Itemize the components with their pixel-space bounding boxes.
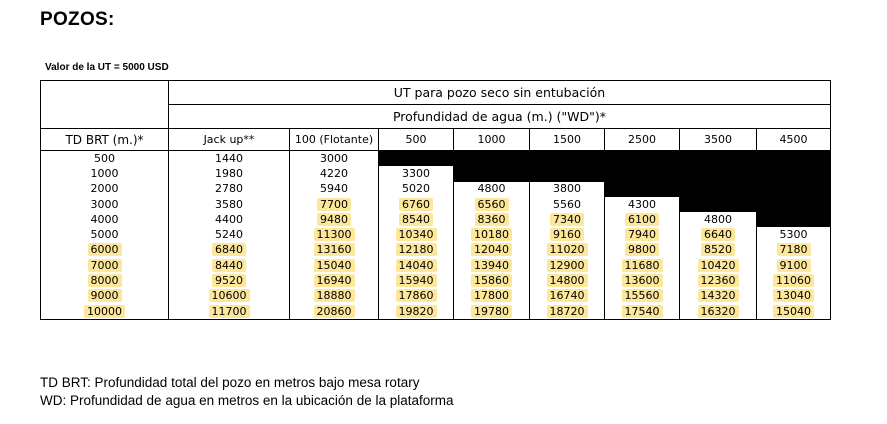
ut-cell — [757, 304, 831, 320]
ut-cell — [169, 197, 290, 212]
table-row — [41, 273, 831, 288]
td-brt-cell — [41, 197, 169, 212]
cell-value: 13160 — [314, 243, 355, 256]
ut-cell — [379, 182, 454, 197]
cell-value: 16940 — [314, 274, 355, 287]
ut-table — [40, 80, 831, 320]
column-header-row — [41, 129, 831, 151]
cell-value: 10180 — [471, 228, 512, 241]
cell-value: 4800 — [477, 182, 506, 196]
cell-value: 10420 — [698, 259, 739, 272]
cell-value: 3000 — [320, 151, 348, 165]
table-row — [41, 197, 831, 212]
ut-cell — [169, 243, 290, 258]
td-brt-cell — [41, 151, 169, 167]
cell-value: 14040 — [396, 259, 437, 272]
cell-value: 8440 — [212, 259, 246, 272]
cell-value: 5560 — [553, 197, 581, 211]
ut-cell — [454, 227, 530, 242]
ut-cell — [169, 182, 290, 197]
ut-cell — [290, 243, 379, 258]
blocked-cell — [605, 151, 680, 167]
cell-value: 8000 — [88, 274, 122, 287]
cell-value: 3000 — [90, 197, 119, 211]
ut-cell — [379, 304, 454, 320]
cell-value: 14800 — [547, 274, 588, 287]
cell-value: 2000 — [90, 182, 119, 196]
cell-value: 7000 — [88, 259, 122, 272]
cell-value: 3800 — [553, 182, 581, 196]
ut-cell — [169, 212, 290, 227]
column-header-3500: 3500 — [680, 129, 757, 151]
table-row — [41, 212, 831, 227]
cell-value: 15860 — [471, 274, 512, 287]
ut-cell — [454, 243, 530, 258]
cell-value: 11700 — [209, 305, 250, 318]
cell-value: 12360 — [698, 274, 739, 287]
ut-cell — [169, 273, 290, 288]
ut-cell — [530, 182, 605, 197]
footnote-wd: WD: Profundidad de agua en metros en la ubicación de la plataforma — [40, 393, 454, 408]
ut-cell — [530, 289, 605, 304]
cell-value: 13040 — [773, 289, 814, 302]
ut-cell — [605, 243, 680, 258]
cell-value: 10340 — [396, 228, 437, 241]
ut-cell — [757, 273, 831, 288]
blocked-cell — [757, 151, 831, 167]
ut-cell — [454, 182, 530, 197]
cell-value: 11300 — [314, 228, 355, 241]
td-brt-cell — [41, 227, 169, 242]
ut-cell — [757, 243, 831, 258]
column-header-jack-up: Jack up** — [169, 129, 290, 151]
cell-value: 6760 — [399, 198, 433, 211]
cell-value: 7940 — [625, 228, 659, 241]
td-brt-cell — [41, 258, 169, 273]
cell-value: 1000 — [90, 166, 119, 180]
blocked-cell — [454, 166, 530, 181]
ut-value-label: Valor de la UT = 5000 USD — [45, 62, 169, 73]
cell-value: 4000 — [90, 212, 119, 226]
cell-value: 11020 — [547, 243, 588, 256]
blocked-cell — [379, 151, 454, 167]
td-brt-cell — [41, 182, 169, 197]
ut-cell — [680, 212, 757, 227]
ut-cell — [379, 197, 454, 212]
ut-cell — [169, 304, 290, 320]
cell-value: 7700 — [317, 198, 351, 211]
blocked-cell — [530, 166, 605, 181]
ut-cell — [680, 273, 757, 288]
column-header-td-brt: TD BRT (m.)* — [41, 129, 169, 151]
ut-cell — [605, 212, 680, 227]
td-brt-cell — [41, 166, 169, 181]
ut-cell — [530, 273, 605, 288]
header-blank-cell — [41, 81, 169, 105]
ut-cell — [454, 273, 530, 288]
cell-value: 16320 — [698, 305, 739, 318]
blocked-cell — [757, 182, 831, 197]
cell-value: 9160 — [550, 228, 584, 241]
column-header-2500: 2500 — [605, 129, 680, 151]
footnote-td-brt: TD BRT: Profundidad total del pozo en metros bajo mesa rotary — [40, 375, 420, 390]
cell-value: 6840 — [212, 243, 246, 256]
cell-value: 4400 — [215, 212, 243, 226]
ut-cell — [530, 212, 605, 227]
ut-cell — [379, 289, 454, 304]
ut-cell — [605, 289, 680, 304]
column-header-500: 500 — [379, 129, 454, 151]
ut-cell — [290, 166, 379, 181]
ut-cell — [379, 212, 454, 227]
blocked-cell — [680, 182, 757, 197]
cell-value: 17540 — [622, 305, 663, 318]
cell-value: 15040 — [773, 305, 814, 318]
header-banner-ut: UT para pozo seco sin entubación — [169, 81, 831, 105]
table-row — [41, 182, 831, 197]
cell-value: 500 — [94, 151, 115, 165]
cell-value: 6640 — [701, 228, 735, 241]
table-row — [41, 258, 831, 273]
blocked-cell — [757, 166, 831, 181]
table-row — [41, 289, 831, 304]
table-row — [41, 304, 831, 320]
ut-cell — [290, 289, 379, 304]
ut-cell — [680, 243, 757, 258]
td-brt-cell — [41, 212, 169, 227]
cell-value: 17860 — [396, 289, 437, 302]
cell-value: 13940 — [471, 259, 512, 272]
ut-cell — [290, 273, 379, 288]
blocked-cell — [605, 182, 680, 197]
td-brt-cell — [41, 273, 169, 288]
blocked-cell — [757, 197, 831, 212]
cell-value: 5240 — [215, 228, 243, 242]
cell-value: 18720 — [547, 305, 588, 318]
td-brt-cell — [41, 289, 169, 304]
ut-cell — [169, 227, 290, 242]
td-brt-cell — [41, 243, 169, 258]
table-row — [41, 151, 831, 167]
cell-value: 5020 — [402, 182, 430, 196]
blocked-cell — [605, 166, 680, 181]
ut-cell — [379, 166, 454, 181]
ut-cell — [379, 227, 454, 242]
blocked-cell — [680, 151, 757, 167]
cell-value: 9520 — [212, 274, 246, 287]
ut-cell — [290, 182, 379, 197]
cell-value: 7340 — [550, 213, 584, 226]
cell-value: 20860 — [314, 305, 355, 318]
ut-cell — [680, 304, 757, 320]
ut-cell — [530, 197, 605, 212]
ut-cell — [605, 273, 680, 288]
blocked-cell — [530, 151, 605, 167]
page-title: POZOS: — [40, 9, 115, 30]
ut-cell — [169, 166, 290, 181]
ut-cell — [169, 258, 290, 273]
ut-cell — [530, 258, 605, 273]
cell-value: 14320 — [698, 289, 739, 302]
ut-cell — [605, 227, 680, 242]
cell-value: 2780 — [215, 182, 243, 196]
cell-value: 4220 — [320, 166, 348, 180]
ut-cell — [757, 227, 831, 242]
cell-value: 15940 — [396, 274, 437, 287]
ut-cell — [290, 304, 379, 320]
ut-cell — [290, 258, 379, 273]
ut-cell — [605, 197, 680, 212]
ut-cell — [290, 212, 379, 227]
footnotes — [40, 374, 454, 410]
ut-cell — [757, 289, 831, 304]
ut-cell — [379, 273, 454, 288]
cell-value: 3580 — [215, 197, 243, 211]
cell-value: 7180 — [777, 243, 811, 256]
blocked-cell — [680, 166, 757, 181]
table-row — [41, 243, 831, 258]
cell-value: 13600 — [622, 274, 663, 287]
cell-value: 4300 — [628, 197, 656, 211]
cell-value: 9800 — [625, 243, 659, 256]
ut-cell — [169, 151, 290, 167]
cell-value: 10600 — [209, 289, 250, 302]
cell-value: 5300 — [779, 228, 808, 242]
cell-value: 11060 — [773, 274, 814, 287]
cell-value: 1980 — [215, 166, 243, 180]
cell-value: 8520 — [701, 243, 735, 256]
ut-cell — [290, 197, 379, 212]
td-brt-cell — [41, 304, 169, 320]
ut-cell — [454, 304, 530, 320]
ut-cell — [680, 258, 757, 273]
ut-cell — [290, 151, 379, 167]
ut-cell — [454, 197, 530, 212]
cell-value: 6560 — [475, 198, 509, 211]
cell-value: 17800 — [471, 289, 512, 302]
cell-value: 5940 — [320, 182, 348, 196]
ut-cell — [530, 243, 605, 258]
ut-cell — [530, 227, 605, 242]
cell-value: 12040 — [471, 243, 512, 256]
cell-value: 15040 — [314, 259, 355, 272]
ut-cell — [379, 243, 454, 258]
cell-value: 6000 — [88, 243, 122, 256]
ut-cell — [169, 289, 290, 304]
cell-value: 9000 — [88, 289, 122, 302]
cell-value: 8360 — [475, 213, 509, 226]
blocked-cell — [757, 212, 831, 227]
cell-value: 8540 — [399, 213, 433, 226]
header-blank-cell — [41, 105, 169, 129]
cell-value: 4800 — [704, 212, 732, 226]
ut-cell — [454, 258, 530, 273]
cell-value: 12180 — [396, 243, 437, 256]
ut-cell — [680, 289, 757, 304]
cell-value: 18880 — [314, 289, 355, 302]
cell-value: 16740 — [547, 289, 588, 302]
ut-cell — [454, 212, 530, 227]
ut-cell — [605, 304, 680, 320]
cell-value: 10000 — [84, 305, 125, 318]
cell-value: 19820 — [396, 305, 437, 318]
cell-value: 15560 — [622, 289, 663, 302]
ut-cell — [605, 258, 680, 273]
cell-value: 5000 — [90, 228, 119, 242]
ut-cell — [680, 227, 757, 242]
cell-value: 6100 — [625, 213, 659, 226]
header-banner-depth: Profundidad de agua (m.) ("WD")* — [169, 105, 831, 129]
ut-cell — [379, 258, 454, 273]
ut-cell — [454, 289, 530, 304]
cell-value: 1440 — [215, 151, 243, 165]
table-row — [41, 166, 831, 181]
cell-value: 11680 — [622, 259, 663, 272]
ut-cell — [530, 304, 605, 320]
ut-cell — [290, 227, 379, 242]
column-header-1000: 1000 — [454, 129, 530, 151]
cell-value: 9480 — [317, 213, 351, 226]
column-header-1500: 1500 — [530, 129, 605, 151]
ut-cell — [757, 258, 831, 273]
column-header-100-flotante: 100 (Flotante) — [290, 129, 379, 151]
cell-value: 12900 — [547, 259, 588, 272]
table-row — [41, 227, 831, 242]
cell-value: 3300 — [402, 166, 430, 180]
cell-value: 19780 — [471, 305, 512, 318]
blocked-cell — [680, 197, 757, 212]
blocked-cell — [454, 151, 530, 167]
cell-value: 9100 — [777, 259, 811, 272]
column-header-4500: 4500 — [757, 129, 831, 151]
